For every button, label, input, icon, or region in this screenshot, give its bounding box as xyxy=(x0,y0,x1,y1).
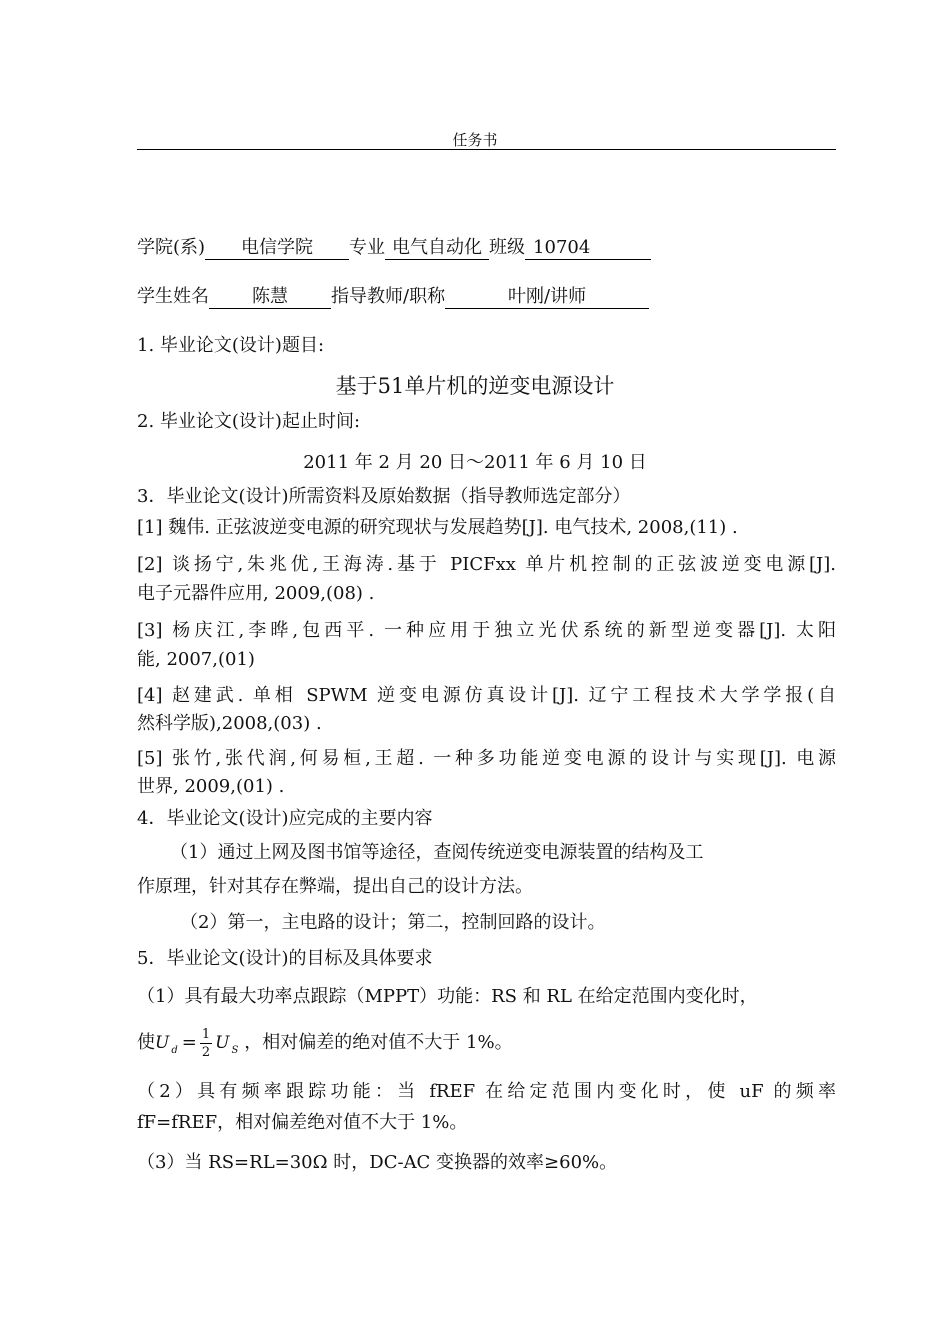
formula-equals: = xyxy=(181,1032,197,1053)
major-label: 专业 xyxy=(349,237,386,258)
page-header-title: 任务书 xyxy=(452,131,498,149)
reference-4-line1: [4] 赵建武. 单相 SPWM 逆变电源仿真设计[J]. 辽宁工程技术大学学报(自 xyxy=(137,685,836,706)
formula-ud: U $_d$ xyxy=(155,1033,178,1056)
advisor-label: 指导教师/职称 xyxy=(331,286,446,307)
reference-1: [1] 魏伟. 正弦波逆变电源的研究现状与发展趋势[J]. 电气技术, 2008,(11) . xyxy=(137,517,738,538)
section5-heading: 5．毕业论文(设计)的目标及具体要求 xyxy=(137,948,433,969)
section4-heading: 4．毕业论文(设计)应完成的主要内容 xyxy=(137,808,433,829)
class-label: 班级 xyxy=(489,237,526,258)
requirement-2-line2: fF=fREF，相对偏差绝对值不大于 1%。 xyxy=(137,1112,468,1133)
section1-heading: 1. 毕业论文(设计)题目: xyxy=(137,335,325,356)
college-value: 电信学院 xyxy=(205,237,349,260)
content-item-1-line1: （1）通过上网及图书馆等途径，查阅传统逆变电源装置的结构及工 xyxy=(170,842,704,863)
student-label: 学生姓名 xyxy=(137,286,209,307)
requirement-2-line1: （2）具有频率跟踪功能：当 fREF 在给定范围内变化时，使 uF 的频率 xyxy=(137,1081,836,1102)
student-row xyxy=(137,286,649,309)
reference-5-line1: [5] 张竹,张代润,何易桓,王超. 一种多功能逆变电源的设计与实现[J]. 电源 xyxy=(137,748,836,769)
requirement-3: （3）当 RS=RL=30Ω 时，DC-AC 变换器的效率≥60%。 xyxy=(137,1152,618,1173)
header-rule xyxy=(137,149,836,150)
college-row xyxy=(137,237,651,260)
requirement-1-prefix: 使 xyxy=(137,1032,155,1053)
thesis-title: 基于51单片机的逆变电源设计 xyxy=(335,374,615,398)
reference-4-line2: 然科学版),2008,(03) . xyxy=(137,713,322,734)
reference-3-line1: [3] 杨庆江,李晔,包西平. 一种应用于独立光伏系统的新型逆变器[J]. 太阳 xyxy=(137,620,836,641)
thesis-dates: 2011 年 2 月 20 日～2011 年 6 月 10 日 xyxy=(303,452,647,473)
section3-heading: 3．毕业论文(设计)所需资料及原始数据（指导教师选定部分） xyxy=(137,486,631,507)
reference-2-line2: 电子元器件应用, 2009,(08) . xyxy=(137,583,375,604)
requirement-1-suffix: ，相对偏差的绝对值不大于 1%。 xyxy=(244,1032,513,1053)
college-label: 学院(系) xyxy=(137,237,206,258)
section2-heading: 2. 毕业论文(设计)起止时间: xyxy=(137,411,361,432)
reference-3-line2: 能, 2007,(01) xyxy=(137,649,255,670)
reference-2-line1: [2] 谈扬宁,朱兆优,王海涛.基于 PICFxx 单片机控制的正弦波逆变电源[J]. xyxy=(137,554,836,575)
content-item-1-line2: 作原理，针对其存在弊端，提出自己的设计方法。 xyxy=(137,876,533,897)
formula-us: U $_S$ xyxy=(215,1033,239,1056)
requirement-1-line1: （1）具有最大功率点跟踪（MPPT）功能：RS 和 RL 在给定范围内变化时， xyxy=(137,986,758,1007)
formula-fraction: $\frac{1}{2}$ xyxy=(201,1026,211,1060)
content-item-2: （2）第一，主电路的设计；第二，控制回路的设计。 xyxy=(180,912,606,933)
requirement-1-line2 xyxy=(137,1021,513,1073)
reference-5-line2: 世界, 2009,(01) . xyxy=(137,776,285,797)
class-value: 10704 xyxy=(525,237,651,260)
major-value: 电气自动化 xyxy=(385,237,489,260)
student-value: 陈慧 xyxy=(209,286,331,309)
advisor-value: 叶刚/讲师 xyxy=(445,286,649,309)
